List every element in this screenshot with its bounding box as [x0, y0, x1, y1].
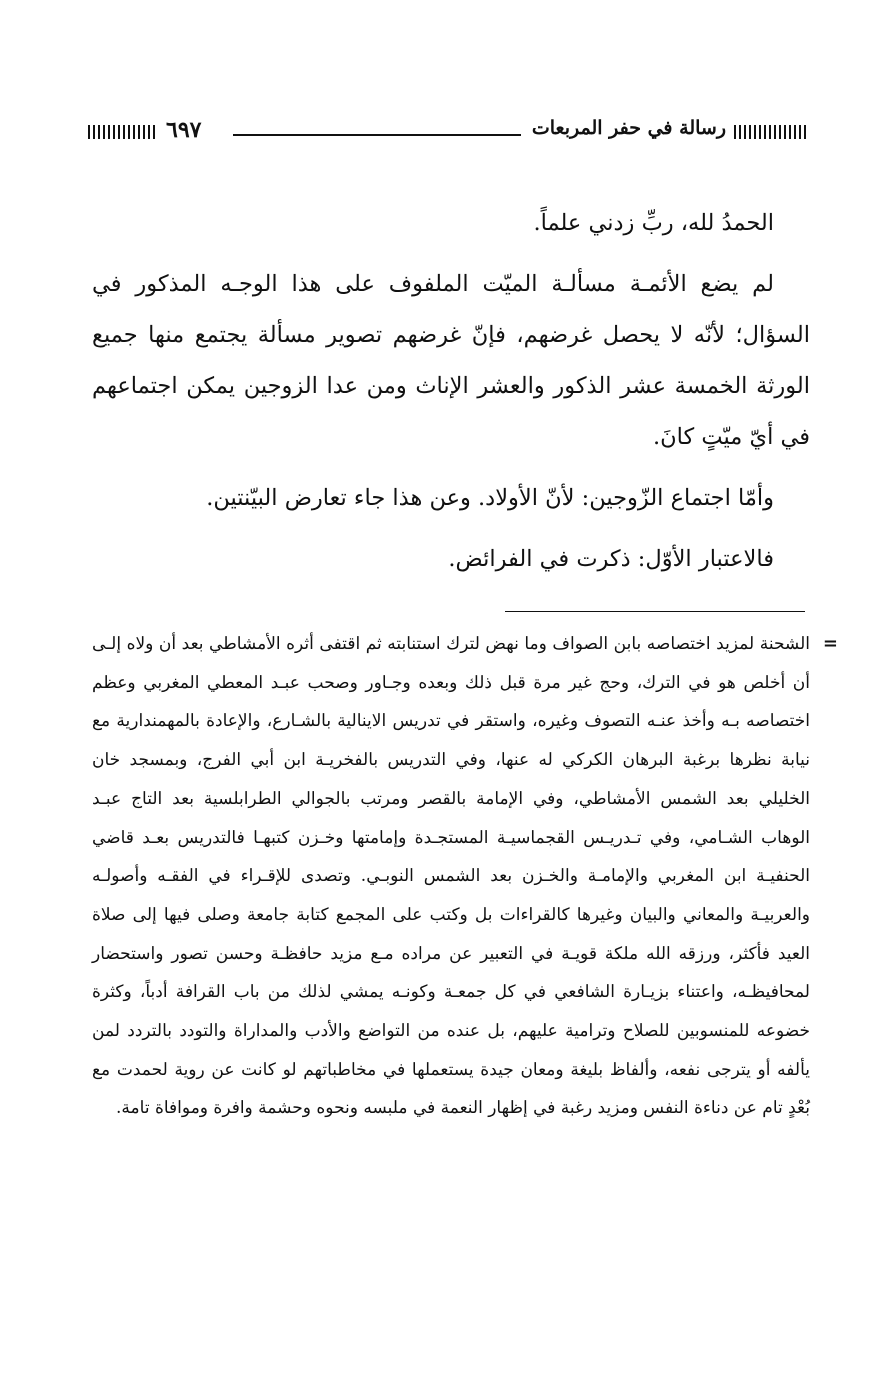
page-number: ٦٩٧ — [166, 117, 202, 143]
paragraph: لم يضع الأئمـة مسألـة الميّت الملفوف على هذا الوجـه المذكور في السؤال؛ لأنّه لا يحصل غرضهم، فإنّ غرضهم تصوير مسألة يجتمع منها جميع الورثة الخمسة عشر الذكور والعشر الإناث ومن عدا الزوجين يمكن اجتماعهم في أيّ ميّتٍ كانَ. — [92, 271, 810, 450]
header-ornament-right — [734, 125, 806, 139]
footnote — [92, 625, 838, 1128]
footnote-separator — [505, 611, 805, 612]
footnote-continuation-marker: = — [822, 633, 838, 654]
paragraph: وأمّا اجتماع الزّوجين: لأنّ الأولاد. وعن هذا جاء تعارض البيّنتين. — [206, 485, 774, 511]
running-header — [88, 115, 806, 151]
paragraph: الحمدُ لله، ربِّ زدني علماً. — [533, 210, 774, 236]
header-ornament-left — [88, 125, 158, 139]
paragraph: فالاعتبار الأوّل: ذكرت في الفرائض. — [448, 546, 774, 572]
footnote-text: الشحنة لمزيد اختصاصه بابن الصواف وما نهض لترك استنابته ثم اقتفى أثره الأمشاطي بعد أن ولاه إلـى أن أخلص هو في الترك، وحج غير مرة قبل ذلك وبعده وجـاور وصحب عبـد المعطي المغربي وعظم اختصاصه بـه وأخذ عنـه التصوف وغيره، واستقر في تدريس الاينالية بالشـارع، والإعادة بالمهمندارية مع نيابة نظرها برغبة البرهان الكركي له عنها، وفي التدريس بالفخريـة ابن أبي الفرج، وبمسجد خان الخليلي بعد الشمس الأمشاطي، وفي الإمامة بالقصر ومرتب بالجوالي الطرابلسية بعد التاج عبـد الوهاب الشـامي، وفي تـدريـس القجماسيـة المستجـدة وإمامتها وخـزن كتبهـا فالتدريس بعـد قاضي الحنفيـة ابن المغربي والإمامـة والخـزن بعد الشمس النوبـي. وتصدى للإقـراء في الفقـه وأصولـه والعربيـة والمعاني والبيان وغيرها كالقراءات بل وكتب على المجمع كتابة جامعة وصلى فيها إلى صلاة العيد فأكثر، ورزقه الله ملكة قويـة في التعبير عن مراده مـع مزيد حافظـة وحسن تصور واستحضار لمحافيظـه، واعتناء بزيـارة الشافعي في كل جمعـة وكونـه يمشي لذلك من باب القرافة أدباً، وكثرة خضوعه للمنسوبين للصلاح وترامية عليهم، بل عنده من التواضع والأدب والمداراة والتودد بالتردد لمن يألفه أو يترجى نفعه، وألفاظ بليغة ومعان جيدة يستعملها في مخاطباتهم لو كانت عن روية لحمدت مع بُعْدٍ تام عن دناءة النفس ومزيد رغبة في إظهار النعمة في ملبسه ونحوه وحشمة وافرة وموافاة تامة. — [92, 634, 810, 1119]
main-text — [92, 198, 810, 585]
header-title: رسالة في حفر المربعات — [531, 117, 726, 139]
header-rule — [233, 134, 521, 136]
